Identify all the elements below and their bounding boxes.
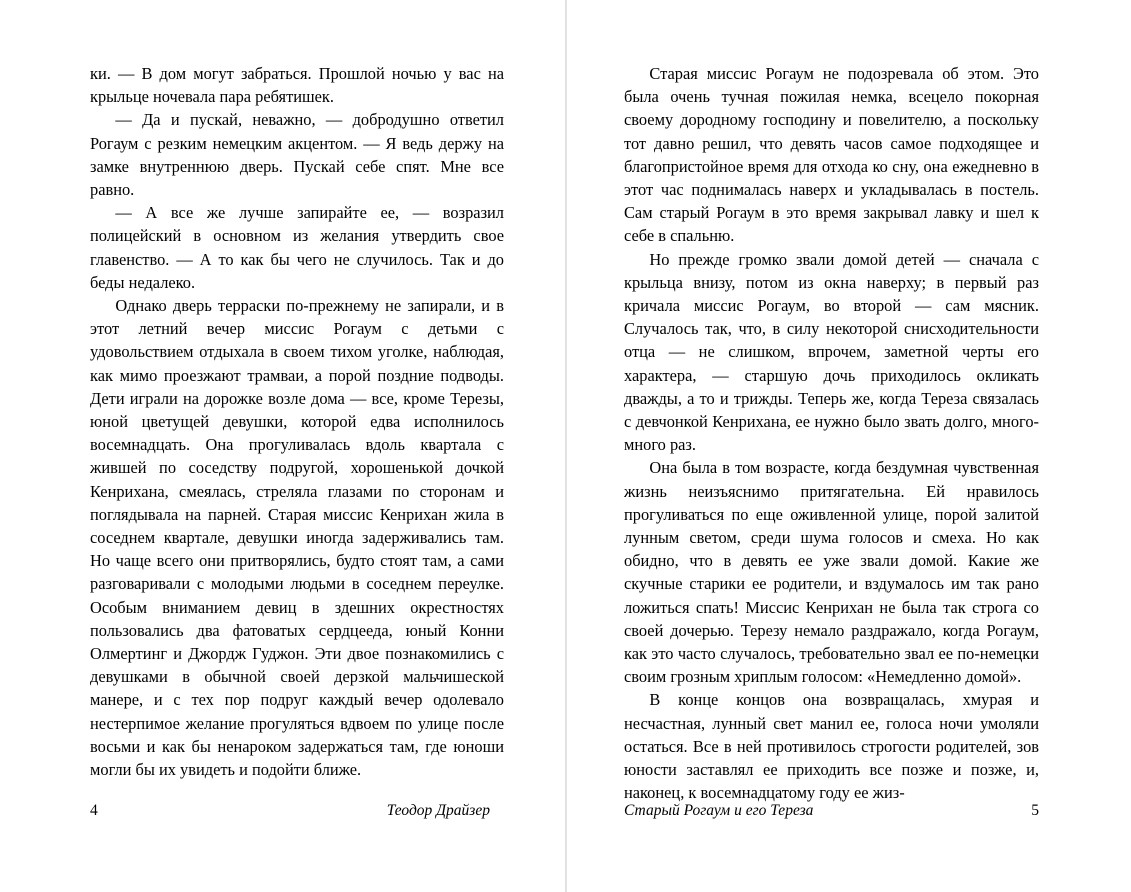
paragraph: — А все же лучше запирайте ее, — возразил полицейский в основном из желания утвердить свое главенство. — А то как бы чего не случилось. Так и до беды недалеко. — [90, 203, 504, 292]
paragraph: Однако дверь терраски по-прежнему не запирали, и в этот летний вечер миссис Рогаум с детьми с удовольствием отдыхала в своем тихом уголке, наблюдая, как мимо проезжают трамваи, а порой поздние подводы. Дети играли на дорожке возле дома — все, кроме Терезы, юной цветущей девушки, которой едва исполнилось восемнадцать. Она прогуливалась вдоль квартала с жившей по соседству подругой, хорошенькой дочкой Кенрихана, смеялась, стреляла глазами по сторонам и поглядывала на парней. Старая миссис Кенрихан жила в соседнем квартале, девушки иногда задерживались там. Но чаще всего они притворялись, будто стоят там, а сами разговаривали с молодыми людьми в соседнем переулке. Особым вниманием девиц в здешних окрестностях пользовались два фатоватых сердцееда, юный Конни Олмертинг и Джордж Гуджон. Эти двое познакомились с девушками в обычной своей дерзкой мальчишеской манере, и с тех пор подруг каждый вечер одолевало нестерпимое желание прогуляться вдвоем по улице после восьми и как бы ненароком задержаться там, где юноши могли бы их увидеть и подойти ближе. — [90, 296, 504, 780]
left-page-footer — [0, 802, 566, 820]
left-page-text — [90, 62, 504, 781]
page-number: 4 — [90, 802, 98, 819]
paragraph: В конце концов она возвращалась, хмурая и несчастная, лунный свет манил ее, голоса ночи умоляли остаться. Все в ней противилось строгости родителей, зов юности заставлял ее приходить все позже и позже, и, наконец, к восемнадцатому году ее жиз- — [624, 690, 1039, 803]
paragraph: — Да и пускай, неважно, — добродушно ответил Рогаум с резким немецким акцентом. — Я ведь держу на замке внутреннюю дверь. Пускай себе спят. Мне все равно. — [90, 110, 504, 200]
right-page — [566, 0, 1131, 892]
running-head: Старый Рогаум и его Тереза — [624, 802, 814, 819]
paragraph: Но прежде громко звали домой детей — сначала с крыльца внизу, потом из окна наверху; в первый раз кричала миссис Рогаум, во второй — сам мясник. Случалось так, что, в силу некоторой снисходительности отца — не слишком, впрочем, заметной черты его характера, — старшую дочь приходилось окликать дважды, а то и трижды. Теперь же, когда Тереза связалась с девчонкой Кенрихана, ее нужно было звать долго, много-много раз. — [624, 249, 1039, 455]
running-head: Теодор Драйзер — [386, 802, 490, 819]
page-number: 5 — [1031, 802, 1039, 819]
right-page-text — [624, 62, 1039, 805]
right-page-footer — [566, 802, 1131, 820]
paragraph: Старая миссис Рогаум не подозревала об этом. Это была очень тучная пожилая немка, всецело покорная своему дородному господину и повелителю, а поскольку тот давно решил, что девять часов самое подходящее и благопристойное время для отхода ко сну, она ежедневно в этот час поднималась наверх и укладывалась в постель. Сам старый Рогаум в это время закрывал лавку и шел к себе в спальню. — [624, 64, 1039, 246]
paragraph: ки. — В дом могут забраться. Прошлой ночью у вас на крыльце ночевала пара ребятишек. — [90, 64, 504, 107]
paragraph: Она была в том возрасте, когда бездумная чувственная жизнь неизъяснимо притягательна. Ей нравилось прогуливаться по еще оживленной улице, порой залитой лунным светом, среди шума голосов и смеха. Но как обидно, что в девять ее уже звали домой. Какие же скучные старики ее родители, и вздумалось им так рано ложиться спать! Миссис Кенрихан не была так строга со своей дочерью. Терезу немало раздражало, когда Рогаум, как это часто случалось, требовательно звал ее по-немецки своим грозным хриплым голосом: «Немедленно домой». — [624, 458, 1039, 687]
